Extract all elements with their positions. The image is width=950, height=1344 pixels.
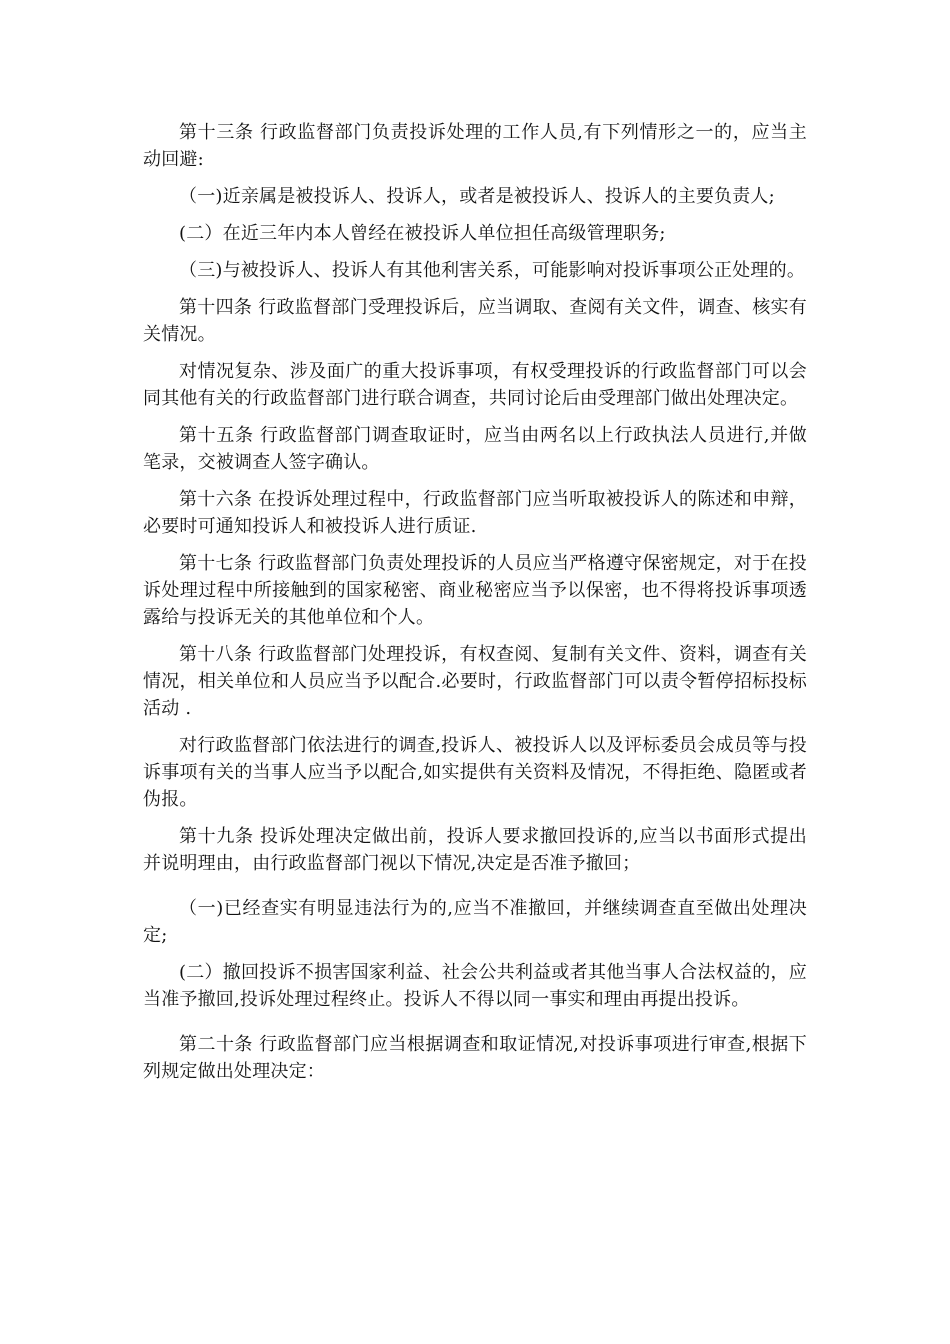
article-20-paragraph: 第二十条 行政监督部门应当根据调查和取证情况,对投诉事项进行审查,根据下列规定做出处理决定： <box>143 1034 807 1082</box>
article-18-paragraph-2: 对行政监督部门依法进行的调查,投诉人、被投诉人以及评标委员会成员等与投诉事项有关的当事人应当予以配合,如实提供有关资料及情况，不得拒绝、隐匿或者伪报。 <box>143 735 807 810</box>
article-14-paragraph: 第十四条 行政监督部门受理投诉后，应当调取、查阅有关文件，调查、核实有关情况。 <box>143 297 807 345</box>
article-16-paragraph: 第十六条 在投诉处理过程中，行政监督部门应当听取被投诉人的陈述和申辩，必要时可通知投诉人和被投诉人进行质证. <box>143 489 807 537</box>
article-18-paragraph: 第十八条 行政监督部门处理投诉，有权查阅、复制有关文件、资料，调查有关情况，相关单位和人员应当予以配合.必要时，行政监督部门可以责令暂停招标投标活动 . <box>143 644 807 719</box>
document-body <box>143 119 807 1095</box>
article-14-paragraph-2: 对情况复杂、涉及面广的重大投诉事项，有权受理投诉的行政监督部门可以会同其他有关的行政监督部门进行联合调查，共同讨论后由受理部门做出处理决定。 <box>143 361 807 409</box>
article-19-item-2: (二）撤回投诉不损害国家利益、社会公共利益或者其他当事人合法权益的，应当准予撤回,投诉处理过程终止。投诉人不得以同一事实和理由再提出投诉。 <box>143 962 807 1010</box>
article-13-item-3: （三)与被投诉人、投诉人有其他利害关系，可能影响对投诉事项公正处理的。 <box>179 260 806 281</box>
article-19-item-1: （一)已经查实有明显违法行为的,应当不准撤回，并继续调查直至做出处理决定; <box>143 898 807 946</box>
article-13-item-1: （一)近亲属是被投诉人、投诉人，或者是被投诉人、投诉人的主要负责人; <box>179 186 775 207</box>
article-13-item-2: (二）在近三年内本人曾经在被投诉人单位担任高级管理职务; <box>179 223 666 244</box>
article-13-paragraph: 第十三条 行政监督部门负责投诉处理的工作人员,有下列情形之一的，应当主动回避: <box>143 122 807 170</box>
article-15-paragraph: 第十五条 行政监督部门调查取证时，应当由两名以上行政执法人员进行,并做笔录，交被调查人签字确认。 <box>143 425 807 473</box>
article-17-paragraph: 第十七条 行政监督部门负责处理投诉的人员应当严格遵守保密规定，对于在投诉处理过程中所接触到的国家秘密、商业秘密应当予以保密，也不得将投诉事项透露给与投诉无关的其他单位和个人。 <box>143 553 807 628</box>
article-19-paragraph: 第十九条 投诉处理决定做出前，投诉人要求撤回投诉的,应当以书面形式提出并说明理由，由行政监督部门视以下情况,决定是否准予撤回； <box>143 826 807 874</box>
